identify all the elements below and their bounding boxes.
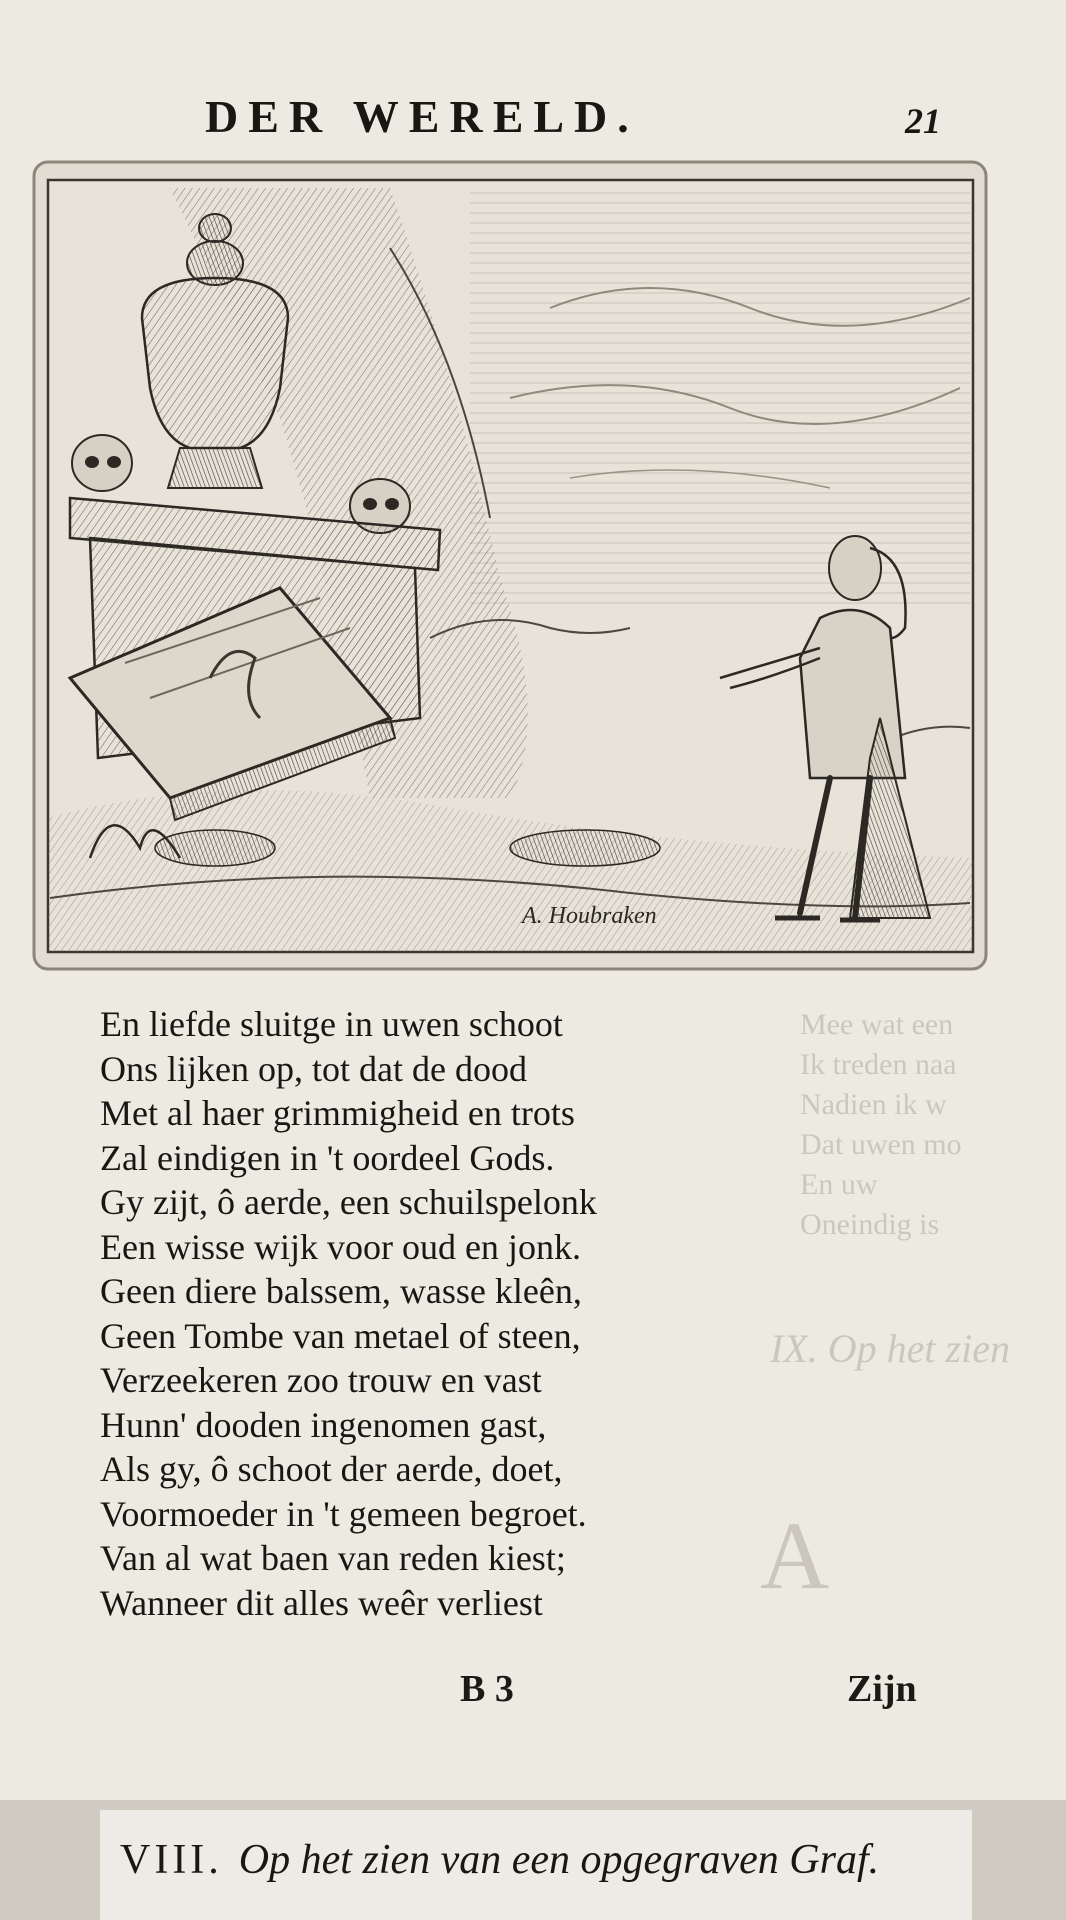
poem-line: Wanneer dit alles weêr verliest [100, 1582, 543, 1623]
show-through-heading: IX. Op het zien [770, 1326, 1010, 1371]
engraving-illustration [30, 158, 990, 973]
running-title: DER WERELD. [205, 91, 639, 142]
artist-signature: A. Houbraken [522, 903, 657, 929]
engraving-svg [30, 158, 990, 973]
caption-strip-text [120, 1836, 879, 1884]
poem-line: Met al haer grimmigheid en trots [100, 1093, 575, 1133]
poem-line: Geen Tombe van metael of steen, [100, 1315, 581, 1356]
show-through-text: Mee wat een Ik treden naa Nadien ik w Dat uwen mo En uw Oneindig is [800, 1008, 962, 1241]
page-number: 21 [905, 101, 941, 141]
poem-line: Verzeekeren zoo trouw en vast [100, 1360, 542, 1400]
poem-line: Geen diere balssem, wasse kleên, [100, 1271, 582, 1311]
caption-numeral: VIII. [120, 1837, 223, 1883]
poem-line: Zal eindigen in 't oordeel Gods. [100, 1137, 555, 1178]
poem-block [100, 1002, 900, 1625]
catchword: Zijn [847, 1668, 917, 1710]
poem-line: Een wisse wijk voor oud en jonk. [100, 1226, 581, 1267]
poem-line: Hunn' dooden ingenomen gast, [100, 1404, 547, 1445]
poem-line: En liefde sluitge in uwen schoot [100, 1004, 563, 1044]
poem-line: Als gy, ô schoot der aerde, doet, [100, 1449, 563, 1489]
show-through-initial: A [760, 1502, 830, 1609]
poem-line: Van al wat baen van reden kiest; [100, 1538, 566, 1578]
poem-line: Gy zijt, ô aerde, een schuilspelonk [100, 1182, 597, 1222]
poem-line: Voormoeder in 't gemeen begroet. [100, 1493, 587, 1534]
caption-title: Op het zien van een opgegraven Graf. [238, 1837, 880, 1883]
signature-mark: B 3 [460, 1668, 514, 1710]
poem-line: Ons lijken op, tot dat de dood [100, 1048, 527, 1089]
